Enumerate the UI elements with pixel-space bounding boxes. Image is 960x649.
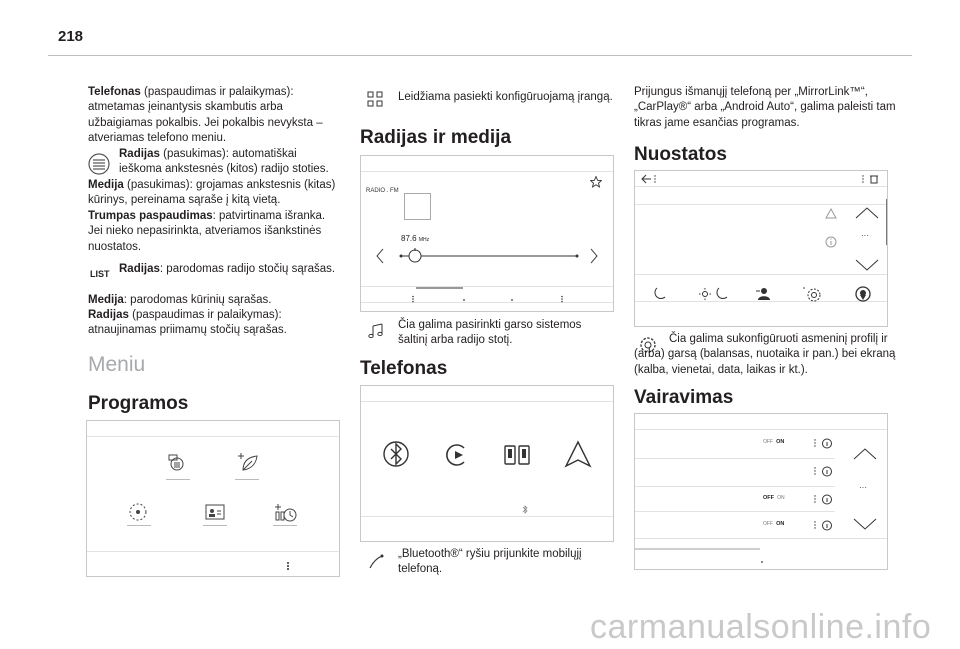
more-horizontal-icon[interactable]: ··· [859, 483, 867, 492]
phone-description: „Bluetooth®“ ryšiu prijunkite mobilųjį telefoną. [398, 548, 582, 576]
frequency-unit: MHz [418, 237, 430, 243]
toggle-on: ON [777, 495, 785, 501]
heading-nuostatos: Nuostatos [634, 144, 727, 165]
heading-meniu: Meniu [88, 353, 146, 376]
term: Radijas [88, 309, 129, 321]
connected-apps-icon [166, 453, 188, 473]
menu-delete-icon[interactable] [861, 174, 881, 184]
radio-description: Čia galima pasirinkti garso sistemos šaltinį arba radijo stotį. [398, 319, 582, 347]
radio-band-label: RADIO . FM [366, 188, 399, 194]
term: Medija [88, 294, 124, 306]
bluetooth-icon[interactable] [381, 439, 411, 469]
heading-telefonas: Telefonas [360, 358, 448, 379]
location-settings-icon[interactable] [853, 285, 873, 303]
toggle-off: OFF [763, 495, 774, 501]
toggle-switch[interactable] [763, 495, 785, 501]
toggle-switch[interactable] [763, 439, 784, 445]
text: : parodomas kūrinių sąrašas. [123, 294, 272, 306]
bluetooth-small-icon [522, 505, 528, 514]
scrollbar[interactable] [886, 199, 888, 245]
paragraph-medija [88, 178, 343, 209]
toggle-switch[interactable] [763, 521, 784, 527]
station-logo-placeholder [404, 193, 431, 220]
screen-nuostatos [634, 170, 888, 327]
paragraph-telefonas [88, 85, 340, 146]
header-rule [48, 55, 912, 56]
tab-indicator [416, 287, 463, 289]
screen-radio [360, 155, 614, 312]
paragraph-radijas-palaikymas [88, 308, 340, 339]
term: Radijas [119, 263, 160, 275]
more-vertical-icon [286, 561, 290, 571]
previous-station-icon[interactable] [375, 248, 385, 264]
phone-link-icon [367, 553, 385, 571]
mirrorlink-icon[interactable] [503, 441, 531, 469]
text: : patvirtinama išranka. Jei nieko nepasirinkta, atveriamos išankstinės nuostatos. [88, 210, 326, 253]
menu-info-icon[interactable] [813, 438, 833, 449]
profile-settings-icon[interactable] [755, 287, 771, 301]
term: Medija [88, 179, 124, 191]
menu-dots-icon[interactable] [560, 295, 564, 303]
watermark: carmanualsonline.info [590, 608, 932, 646]
term: Trumpas paspaudimas [88, 210, 213, 222]
text: : parodomas radijo stočių sąrašas. [159, 263, 336, 275]
info-icon[interactable] [825, 236, 837, 248]
favorite-star-icon[interactable] [590, 176, 602, 188]
day-night-icon[interactable] [699, 287, 729, 301]
more-horizontal-icon[interactable]: ··· [861, 231, 869, 240]
text: (pasukimas): grojamas ankstesnis (kitas) kūrinys, pereinama sąraše į kitą vietą. [88, 179, 336, 207]
settings-dots-icon [127, 501, 149, 523]
heading-vairavimas: Vairavimas [634, 387, 734, 408]
screen-telefonas [360, 385, 614, 542]
frequency-slider[interactable] [399, 248, 579, 264]
intro-text: Prijungus išmanųjį telefoną per „MirrorLink™“, „CarPlay®“ arba „Android Auto“, galima paleisti tam tikras jame esančias programas. [634, 86, 896, 129]
scroll-up-icon[interactable] [853, 448, 877, 460]
menu-dots-icon[interactable] [411, 295, 415, 303]
menu-info-icon[interactable] [813, 466, 833, 477]
back-arrow-icon[interactable] [640, 174, 656, 184]
frequency-value: 87.6 [401, 234, 417, 243]
music-note-icon [367, 322, 385, 340]
grid-apps-icon [367, 91, 383, 107]
paragraph-radijas-list [119, 262, 341, 277]
heading-programos: Programos [88, 393, 189, 414]
list-scroll-icon [88, 153, 110, 175]
paragraph-radijas-pasukimas [119, 147, 341, 178]
warning-triangle-icon [825, 208, 837, 219]
frequency-readout [401, 234, 429, 243]
screen-vairavimas [634, 413, 888, 570]
settings-description: Čia galima sukonfigūruoti asmeninį profilį ir (arba) garsą (balansas, nuotaika ir pan.) bei ekraną (kalba, vienetai, data, laikas ir kt.). [634, 333, 896, 376]
toggle-off: OFF [763, 521, 773, 527]
toggle-on: ON [776, 439, 785, 445]
eco-leaf-icon [235, 453, 259, 473]
gear-icon[interactable] [801, 285, 823, 303]
toggle-off: OFF [763, 439, 773, 445]
contact-card-icon [205, 504, 225, 520]
carplay-icon[interactable] [443, 441, 471, 469]
settings-access-text: Leidžiama pasiekti konfigūruojamą įrangą. [398, 91, 613, 103]
term: Radijas [119, 148, 160, 160]
text: (pasukimas): automatiškai ieškoma ankstesnės (kitos) radijo stoties. [119, 148, 329, 176]
progress-track [635, 548, 760, 550]
dot-icon[interactable] [462, 298, 466, 302]
paragraph-medija-list [88, 293, 340, 308]
fuel-timer-icon [273, 501, 297, 523]
scroll-up-icon[interactable] [855, 207, 879, 219]
term: Telefonas [88, 86, 141, 98]
text: (paspaudimas ir palaikymas): atnaujinamas priimamų stočių sąrašas. [88, 309, 287, 337]
screen-programos [86, 420, 340, 577]
next-station-icon[interactable] [589, 248, 599, 264]
menu-info-icon[interactable] [813, 520, 833, 531]
paragraph-trumpas [88, 209, 340, 255]
dot-icon[interactable] [510, 298, 514, 302]
scroll-down-icon[interactable] [855, 259, 879, 271]
text: (paspaudimas ir palaikymas): atmetamas įeinantysis skambutis arba užbaigiamas pokalbis. Jei pokalbis nevyksta – atveriamas telefono meniu. [88, 86, 323, 144]
night-mode-icon[interactable] [651, 287, 667, 301]
menu-info-icon[interactable] [813, 494, 833, 505]
android-auto-icon[interactable] [563, 439, 593, 469]
scroll-down-icon[interactable] [853, 518, 877, 530]
toggle-on: ON [776, 521, 785, 527]
heading-radijas-ir-medija: Radijas ir medija [360, 127, 512, 148]
list-icon: LIST [90, 269, 110, 279]
page-number: 218 [58, 28, 84, 45]
dot-icon[interactable] [760, 560, 764, 564]
